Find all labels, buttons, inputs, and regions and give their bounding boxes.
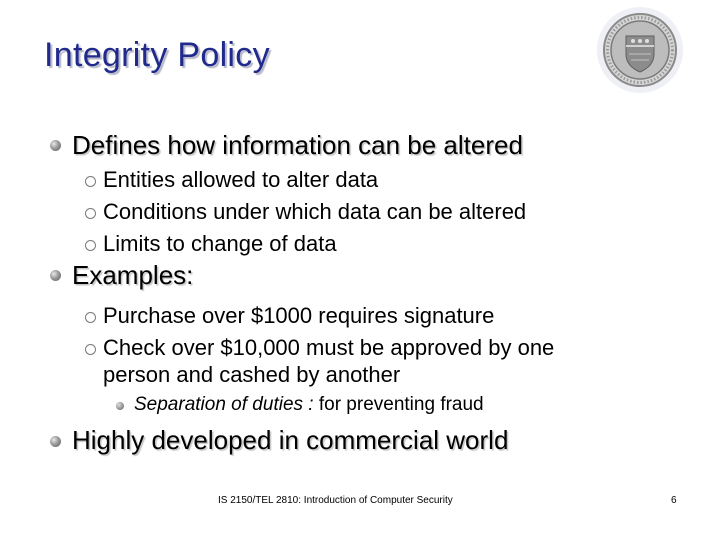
sub-bullet-text: Conditions under which data can be altered xyxy=(103,199,527,224)
slide-footer: IS 2150/TEL 2810: Introduction of Computer Security xyxy=(218,495,453,506)
sub-bullet-text: Purchase over $1000 requires signature xyxy=(103,303,495,328)
bullet-text: Highly developed in commercial world xyxy=(72,425,509,455)
sub-bullet-text: Check over $10,000 must be approved by one xyxy=(103,335,555,360)
sub-bullet-icon xyxy=(85,176,96,187)
bullet-icon xyxy=(50,140,61,151)
sub-bullet-icon xyxy=(85,240,96,251)
university-seal-icon xyxy=(596,6,684,94)
sub-sub-bullet-text xyxy=(134,394,484,416)
sub-sub-bullet-rest: for preventing fraud xyxy=(313,394,484,415)
slide-title: Integrity Policy xyxy=(44,36,270,74)
sub-bullet-icon xyxy=(85,208,96,219)
bullet-icon xyxy=(50,436,61,447)
sub-sub-bullet-italic: Separation of duties : xyxy=(134,394,314,415)
sub-bullet-text: Limits to change of data xyxy=(103,231,337,256)
sub-bullet-text-continued: person and cashed by another xyxy=(103,362,401,387)
sub-bullet-icon xyxy=(85,344,96,355)
bullet-text: Defines how information can be altered xyxy=(72,130,523,160)
sub-bullet-text: Entities allowed to alter data xyxy=(103,167,379,192)
bullet-text: Examples: xyxy=(72,260,194,290)
sub-bullet-icon xyxy=(85,312,96,323)
bullet-icon xyxy=(50,270,61,281)
page-number: 6 xyxy=(671,495,677,506)
sub-sub-bullet-icon xyxy=(116,402,124,410)
